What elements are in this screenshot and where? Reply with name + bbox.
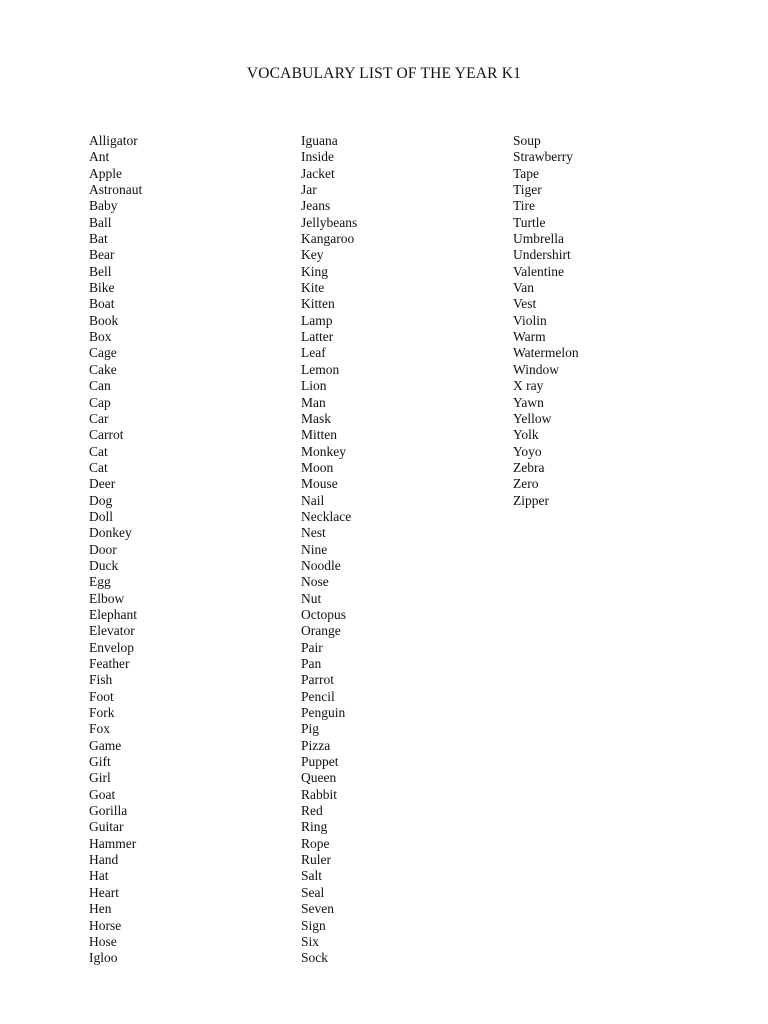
- word-column-1: [89, 133, 142, 967]
- vocabulary-word: Horse: [89, 917, 122, 933]
- vocabulary-word: Doll: [89, 508, 114, 524]
- vocabulary-word: Girl: [89, 770, 111, 786]
- vocabulary-word: Six: [301, 933, 320, 949]
- vocabulary-word: Inside: [301, 149, 334, 165]
- vocabulary-word: Ball: [89, 214, 112, 230]
- vocabulary-word: Strawberry: [513, 149, 573, 165]
- vocabulary-word: Pan: [301, 656, 322, 671]
- vocabulary-word: Salt: [301, 868, 323, 884]
- vocabulary-word: Cap: [89, 394, 111, 410]
- vocabulary-word: Bell: [89, 263, 112, 279]
- vocabulary-word: Parrot: [301, 672, 334, 688]
- vocabulary-word: Ant: [89, 149, 110, 165]
- vocabulary-word: Zebra: [513, 459, 545, 475]
- vocabulary-word: Duck: [89, 557, 119, 573]
- vocabulary-word: Umbrella: [513, 231, 564, 247]
- vocabulary-word: Puppet: [301, 754, 339, 770]
- vocabulary-word: Violin: [513, 312, 547, 328]
- vocabulary-word: Foot: [89, 688, 114, 704]
- vocabulary-word: Ring: [301, 819, 328, 835]
- vocabulary-word: Gorilla: [89, 803, 128, 819]
- vocabulary-word: Moon: [301, 459, 334, 475]
- vocabulary-word: Seal: [301, 884, 325, 900]
- vocabulary-word: Mitten: [301, 427, 337, 443]
- vocabulary-word: Egg: [89, 574, 111, 590]
- vocabulary-word: Can: [89, 378, 111, 394]
- vocabulary-word: Kitten: [301, 296, 335, 312]
- vocabulary-word: Elephant: [89, 606, 137, 622]
- vocabulary-word: Tire: [513, 198, 536, 214]
- vocabulary-word: Octopus: [301, 606, 346, 622]
- vocabulary-word: Elbow: [89, 590, 125, 606]
- vocabulary-word: Fish: [89, 672, 113, 688]
- vocabulary-word: Elevator: [89, 623, 135, 639]
- vocabulary-word: Guitar: [89, 819, 124, 835]
- vocabulary-word: Envelop: [89, 639, 134, 655]
- vocabulary-word: Astronaut: [89, 182, 143, 198]
- vocabulary-word: Jeans: [301, 198, 331, 214]
- vocabulary-word: Jacket: [301, 165, 335, 181]
- vocabulary-word: Box: [89, 329, 112, 345]
- vocabulary-word: Key: [301, 247, 324, 263]
- vocabulary-word: Feather: [89, 656, 130, 671]
- vocabulary-word: Heart: [89, 884, 119, 900]
- vocabulary-word: Pencil: [301, 688, 335, 704]
- word-column-3: [513, 133, 579, 509]
- vocabulary-word: Ruler: [301, 852, 331, 868]
- vocabulary-word: Noodle: [301, 557, 341, 573]
- vocabulary-word: Cage: [89, 345, 117, 361]
- vocabulary-word: Car: [89, 410, 109, 426]
- vocabulary-word: Man: [301, 394, 326, 410]
- word-column-2: [301, 133, 357, 967]
- vocabulary-word: Rope: [301, 835, 330, 851]
- vocabulary-word: Monkey: [301, 443, 346, 459]
- vocabulary-word: Iguana: [301, 133, 338, 148]
- vocabulary-word: Yawn: [513, 394, 544, 410]
- vocabulary-word: Lamp: [301, 312, 333, 328]
- vocabulary-word: Lion: [301, 378, 327, 394]
- vocabulary-word: Book: [89, 312, 119, 328]
- vocabulary-word: Seven: [301, 901, 334, 917]
- vocabulary-word: Undershirt: [513, 247, 571, 263]
- vocabulary-word: Van: [513, 280, 534, 296]
- vocabulary-word: Queen: [301, 770, 337, 786]
- vocabulary-word: Donkey: [89, 525, 132, 541]
- vocabulary-word: Sign: [301, 917, 326, 933]
- vocabulary-word: Zipper: [513, 492, 549, 508]
- vocabulary-word: Goat: [89, 786, 116, 802]
- vocabulary-word: Bat: [89, 231, 108, 247]
- vocabulary-word: Penguin: [301, 705, 346, 721]
- vocabulary-word: Yellow: [513, 410, 552, 426]
- vocabulary-word: Orange: [301, 623, 341, 639]
- vocabulary-word: Cat: [89, 459, 108, 475]
- vocabulary-word: Kite: [301, 280, 325, 296]
- vocabulary-word: Jar: [301, 182, 317, 198]
- vocabulary-word: Soup: [513, 133, 541, 148]
- vocabulary-word: Vest: [513, 296, 537, 312]
- vocabulary-word: Sock: [301, 950, 328, 966]
- vocabulary-word: Yoyo: [513, 443, 542, 459]
- page-title: VOCABULARY LIST OF THE YEAR K1: [246, 65, 522, 82]
- vocabulary-word: Window: [513, 361, 559, 377]
- vocabulary-word: Leaf: [301, 345, 326, 361]
- vocabulary-word: Carrot: [89, 427, 124, 443]
- vocabulary-word: Nose: [301, 574, 329, 590]
- vocabulary-word: Valentine: [513, 263, 564, 279]
- vocabulary-word: Mouse: [301, 476, 338, 492]
- vocabulary-word: Igloo: [89, 950, 118, 966]
- vocabulary-word: Alligator: [89, 133, 138, 148]
- vocabulary-word: Deer: [89, 476, 116, 492]
- vocabulary-word: Gift: [89, 754, 111, 770]
- vocabulary-word: Latter: [301, 329, 334, 345]
- vocabulary-word: Watermelon: [513, 345, 579, 361]
- vocabulary-word: Hand: [89, 852, 119, 868]
- vocabulary-word: Zero: [513, 476, 539, 492]
- vocabulary-word: Door: [89, 541, 117, 557]
- vocabulary-word: Bear: [89, 247, 115, 263]
- vocabulary-word: King: [301, 263, 328, 279]
- vocabulary-word: Hen: [89, 901, 112, 917]
- vocabulary-word: Necklace: [301, 508, 352, 524]
- vocabulary-word: Fox: [89, 721, 111, 737]
- vocabulary-word: Pizza: [301, 737, 331, 753]
- vocabulary-word: Turtle: [513, 214, 546, 230]
- vocabulary-word: Pair: [301, 639, 323, 655]
- vocabulary-word: Tape: [513, 165, 540, 181]
- vocabulary-word: Warm: [513, 329, 546, 345]
- vocabulary-word: Boat: [89, 296, 115, 312]
- vocabulary-word: Dog: [89, 492, 113, 508]
- vocabulary-word: Mask: [301, 410, 331, 426]
- vocabulary-word: Tiger: [513, 182, 542, 198]
- vocabulary-word: Baby: [89, 198, 118, 214]
- vocabulary-word: Lemon: [301, 361, 340, 377]
- vocabulary-word: X ray: [513, 378, 544, 394]
- vocabulary-word: Yolk: [513, 427, 539, 443]
- vocabulary-word: Fork: [89, 705, 115, 721]
- vocabulary-word: Nest: [301, 525, 326, 541]
- vocabulary-word: Rabbit: [301, 786, 337, 802]
- vocabulary-word: Nut: [301, 590, 322, 606]
- vocabulary-word: Game: [89, 737, 122, 753]
- vocabulary-word: Cat: [89, 443, 108, 459]
- vocabulary-word: Hose: [89, 933, 117, 949]
- vocabulary-word: Cake: [89, 361, 117, 377]
- vocabulary-word: Jellybeans: [301, 214, 358, 230]
- vocabulary-word: Nail: [301, 492, 325, 508]
- vocabulary-word: Pig: [301, 721, 320, 737]
- vocabulary-word: Apple: [89, 165, 122, 181]
- vocabulary-word: Kangaroo: [301, 231, 355, 247]
- vocabulary-word: Bike: [89, 280, 115, 296]
- vocabulary-word: Nine: [301, 541, 328, 557]
- vocabulary-word: Hammer: [89, 835, 137, 851]
- vocabulary-word: Hat: [89, 868, 109, 884]
- vocabulary-word: Red: [301, 803, 323, 819]
